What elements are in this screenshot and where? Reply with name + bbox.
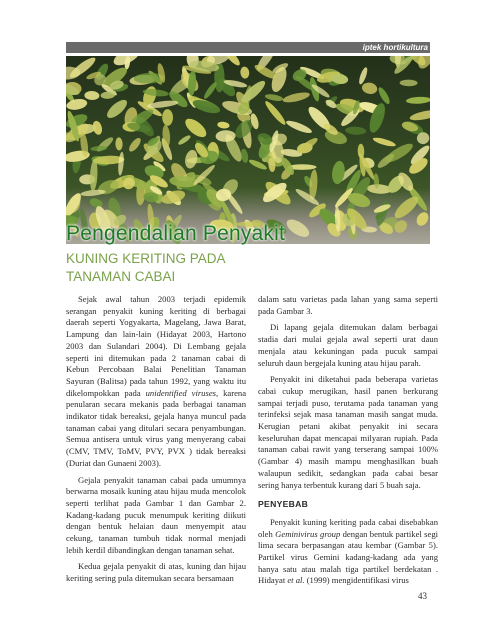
leaf-shape [160,188,187,206]
leaf-shape [361,81,378,95]
leaf-shape [238,78,267,106]
chili-leaves-illustration [66,56,430,244]
leaf-shape [91,120,103,136]
leaf-shape [345,126,366,135]
paragraph: dalam satu varietas pada lahan yang sama seperti pada Gambar 3. [258,294,438,316]
leaf-shape [127,136,143,153]
leaf-shape [84,91,99,101]
leaf-shape [117,152,124,176]
leaf-shape [162,109,173,126]
leaf-shape [400,79,418,86]
paragraph: Penyakit ini diketahui pada beberapa varietas cabai cukup merugikan, hasil panen berkurang sampai terjadi puso, terutama pada tanaman yang terinfeksi sejak masa tanaman masih sangat muda. Kerugian petani akibat penyakit ini secara keseluruhan dapat mencapai milyaran rupiah. Pada tanaman cabai rawit yang terserang sampai 100% (Gambar 4) masih mampu menghasilkan buah walaupun sedikit, sedangkan pada cabai besar sering hanya terbentuk kurang dari 5 buah saja. [258,374,438,490]
leaf-shape [372,136,396,148]
right-column [258,294,438,592]
leaf-shape [357,66,368,85]
leaf-shape [264,93,283,102]
leaf-shape [177,134,192,146]
leaf-shape [240,66,250,79]
leaf-shape [183,149,199,170]
section-tag: iptek hortikultura [362,43,428,52]
leaf-shape [409,108,430,122]
paragraph: Gejala penyakit tanaman cabai pada umumnya berwarna mosaik kuning atau hijau muda mencolok seperti terlihat pada Gambar 1 dan Gambar 2. Kadang-kadang pucuk menumpuk keriting diikuti dengan bentuk helaian daun menyempit atau cekung, tanaman tumbuh tidak normal menjadi lebih kerdil dibandingkan dengan tanaman sehat. [66,474,246,555]
leaf-shape [282,90,311,104]
leaf-shape [285,118,313,135]
left-column [66,294,246,590]
leaf-shape [284,216,312,240]
leaf-shape [331,160,347,185]
leaf-shape [217,121,230,129]
leaf-shape [89,159,98,191]
leaf-shape [392,193,422,221]
article-title: Pengendalian Penyakit [66,222,286,245]
leaf-shape [406,96,430,104]
leaf-shape [263,99,288,127]
paragraph: Di lapang gejala ditemukan dalam berbagai stadia dari mulai gejala awal seperti urat daun menjala atau kekuningan pada pucuk sampai seluruh daun bergejala kuning atau hijau parah. [258,322,438,368]
paragraph: Kedua gejala penyakit di atas, kuning dan hijau keriting sering pula ditemukan secara bersamaan [66,561,246,584]
page-number: 43 [418,591,427,601]
leaf-shape [376,86,391,106]
section-heading: PENYEBAB [258,499,309,510]
article-subtitle: KUNING KERITING PADA TANAMAN CABAI [66,251,225,284]
paragraph: Penyakit kuning keriting pada cabai disebabkan oleh Geminivirus group dengan bentuk partikel segi lima secara berpasangan atau kembar (Gambar 5). Partikel virus Gemini kadang-kadang ada yang hanya satu atau malah tiga partikel berdekatan . Hidayat et al. (1999) mengidentifikasi virus [258,516,439,586]
leaf-shape [202,81,218,101]
leaf-shape [414,210,430,228]
paragraph: Sejak awal tahun 2003 terjadi epidemik serangan penyakit kuning keriting di berbagai daerah seperti Yogyakarta, Magelang, Jawa Barat, Lampung dan lain-lain (Hidayat 2003, Hartono 2003 dan Sulandari 2004). Di Lembang gejala seperti ini ditemukan pada 2 tanaman cabai di Kebun Percobaan Balai Penelitian Tanaman Sayuran (Balitsa) pada tahun 1992, yang waktu itu dikelompokkan pada unidentified viruses, karena penularan secara mekanis pada berbagai tanaman indikator tidak bereaksi, gejala hanya muncul pada tanaman cabai yang ditulari secara penyambungan. Semua antisera untuk virus yang menyerang cabai (CMV, TMV, ToMV, PVY, PVX ) tidak bereaksi (Duriat dan Gunaeni 2003). [66,294,247,468]
chili-plant-photo [66,56,430,244]
leaf-shape [115,137,123,150]
